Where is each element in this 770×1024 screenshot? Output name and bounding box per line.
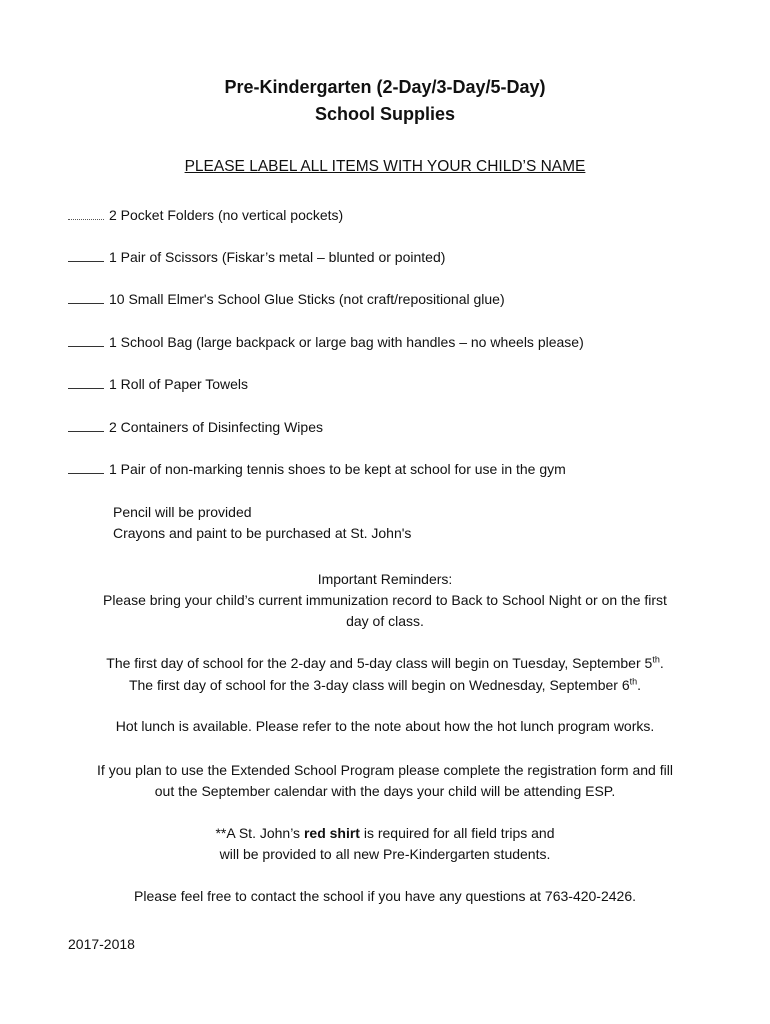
supply-item: [68, 374, 248, 394]
first-day-2-5-day: [40, 653, 730, 674]
checkbox-blank: [68, 461, 104, 474]
checkbox-blank: [68, 334, 104, 347]
immunization-line-1: Please bring your child’s current immunization record to Back to School Night or on the first: [103, 592, 667, 608]
first-day-2-5-text: The first day of school for the 2-day and 5-day class will begin on Tuesday, September 5: [106, 655, 653, 671]
supply-item: [68, 459, 566, 479]
checkbox-blank: [68, 207, 104, 220]
first-day-3-text: The first day of school for the 3-day class will begin on Wednesday, September 6: [128, 677, 630, 693]
supply-item: [68, 417, 323, 437]
reminders-heading: Important Reminders:: [317, 571, 453, 587]
supply-item: [68, 332, 584, 352]
supply-item: [68, 247, 445, 267]
period: .: [659, 655, 664, 671]
immunization-line-2: day of class.: [346, 613, 424, 629]
pencil-note: Pencil will be provided: [113, 504, 252, 520]
supply-item-label: 1 Roll of Paper Towels: [109, 376, 249, 392]
school-year: 2017-2018: [68, 936, 135, 952]
esp-line-1: If you plan to use the Extended School Program please complete the registration form and fill: [97, 762, 673, 778]
checkbox-blank: [68, 419, 104, 432]
shirt-prefix: **A St. John’s: [215, 825, 304, 841]
red-shirt-emphasis: red shirt: [303, 825, 360, 841]
supply-item-label: 10 Small Elmer's School Glue Sticks (not craft/repositional glue): [109, 291, 505, 307]
supply-item-label: 1 Pair of Scissors (Fiskar’s metal – blunted or pointed): [109, 249, 446, 265]
supply-item-label: 1 Pair of non-marking tennis shoes to be kept at school for use in the gym: [109, 461, 566, 477]
ordinal-suffix: th: [629, 676, 638, 687]
page-subtitle: School Supplies: [314, 104, 456, 124]
supply-item-label: 2 Pocket Folders (no vertical pockets): [109, 207, 344, 223]
checkbox-blank: [68, 376, 104, 389]
page-title: Pre-Kindergarten (2-Day/3-Day/5-Day): [224, 77, 546, 97]
supply-item-label: 1 School Bag (large backpack or large bag with handles – no wheels please): [109, 334, 584, 350]
checkbox-blank: [68, 291, 104, 304]
red-shirt-line-1: [40, 823, 730, 844]
supply-item: [68, 289, 505, 309]
supply-item-label: 2 Containers of Disinfecting Wipes: [109, 419, 323, 435]
esp-line-2: out the September calendar with the days your child will be attending ESP.: [154, 783, 616, 799]
label-instruction: PLEASE LABEL ALL ITEMS WITH YOUR CHILD’S NAME: [184, 158, 586, 175]
red-shirt-line-2: will be provided to all new Pre-Kindergarten students.: [219, 846, 551, 862]
supply-item: [68, 205, 343, 225]
contact-note: Please feel free to contact the school if you have any questions at 763-420-2426.: [134, 888, 636, 904]
ordinal-suffix: th: [652, 654, 660, 665]
shirt-suffix: is required for all field trips and: [359, 825, 555, 841]
period: .: [637, 677, 642, 693]
first-day-3-day: [40, 675, 730, 696]
checkbox-blank: [68, 249, 104, 262]
hot-lunch-note: Hot lunch is available. Please refer to the note about how the hot lunch program works.: [115, 718, 655, 734]
crayons-note: Crayons and paint to be purchased at St. John's: [113, 525, 412, 541]
